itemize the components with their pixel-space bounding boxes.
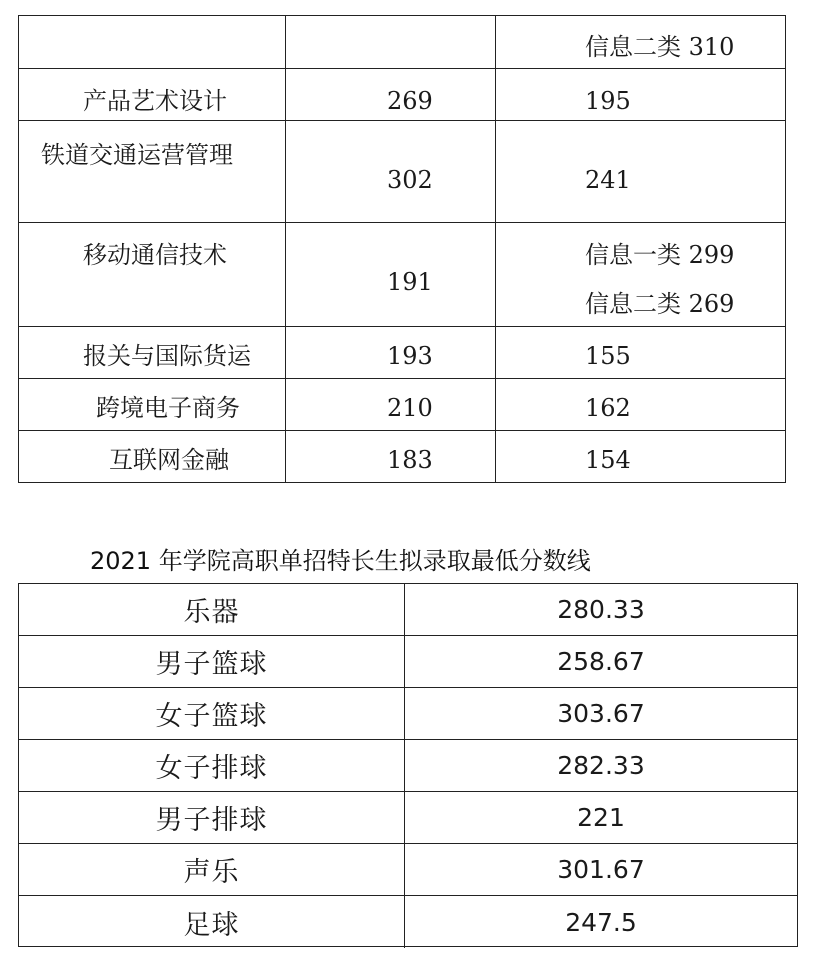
specialty-score-table	[18, 583, 798, 947]
table-row	[19, 379, 785, 431]
specialty-score: 247.5	[565, 907, 637, 937]
specialty-score: 282.33	[557, 751, 645, 780]
score-b-cell	[496, 121, 785, 222]
score-a-cell	[286, 16, 496, 68]
score-b-text: 154	[585, 446, 631, 474]
score-b-text: 信息二类 269	[585, 290, 735, 318]
score-b-text: 信息一类 299	[585, 241, 735, 269]
specialty-table-title: 2021 年学院高职单招特长生拟录取最低分数线	[90, 547, 591, 575]
major-cell	[19, 431, 286, 482]
score-a-text: 183	[387, 446, 433, 474]
specialty-item: 男子篮球	[19, 636, 405, 687]
table-row	[19, 584, 797, 636]
major-cell	[19, 16, 286, 68]
specialty-item: 声乐	[19, 844, 405, 895]
score-a-cell	[286, 379, 496, 430]
table-row	[19, 740, 797, 792]
score-b-cell	[496, 223, 785, 326]
score-b-cell	[496, 327, 785, 378]
score-a-cell	[286, 327, 496, 378]
table-row	[19, 431, 785, 482]
score-a-cell	[286, 121, 496, 222]
specialty-score: 303.67	[557, 699, 645, 728]
specialty-score: 258.67	[557, 647, 645, 676]
major-name: 移动通信技术	[83, 241, 227, 269]
major-cell	[19, 327, 286, 378]
table-row	[19, 327, 785, 379]
score-b-cell	[496, 16, 785, 68]
major-name: 报关与国际货运	[83, 342, 251, 370]
specialty-score: 301.67	[557, 855, 645, 884]
table-row	[19, 121, 785, 223]
table-row	[19, 69, 785, 121]
major-name: 产品艺术设计	[83, 87, 227, 115]
score-a-text: 210	[387, 394, 433, 422]
score-b-text: 155	[585, 342, 631, 370]
major-cell	[19, 223, 286, 326]
major-name: 铁道交通运营管理	[41, 141, 233, 169]
table-row	[19, 688, 797, 740]
table-row	[19, 16, 785, 69]
table-row	[19, 844, 797, 896]
score-a-text: 302	[387, 166, 433, 194]
table-row	[19, 792, 797, 844]
score-a-text: 193	[387, 342, 433, 370]
score-a-text: 191	[387, 268, 433, 296]
specialty-item: 女子篮球	[19, 688, 405, 739]
score-b-cell	[496, 379, 785, 430]
score-b-text: 信息二类 310	[585, 33, 735, 61]
score-a-cell	[286, 69, 496, 120]
major-cell	[19, 69, 286, 120]
score-b-text: 241	[585, 166, 631, 194]
major-name: 跨境电子商务	[96, 394, 240, 422]
major-cell	[19, 121, 286, 222]
specialty-score: 221	[577, 803, 625, 832]
score-a-cell	[286, 223, 496, 326]
score-b-text: 162	[585, 394, 631, 422]
score-b-cell	[496, 69, 785, 120]
major-name: 互联网金融	[109, 446, 229, 474]
major-cell	[19, 379, 286, 430]
score-b-cell	[496, 431, 785, 482]
specialty-item: 足球	[19, 896, 405, 948]
specialty-item: 乐器	[19, 584, 405, 635]
table-row	[19, 636, 797, 688]
score-a-cell	[286, 431, 496, 482]
specialty-score: 280.33	[557, 595, 645, 624]
specialty-item: 男子排球	[19, 792, 405, 843]
majors-score-table	[18, 15, 786, 483]
table-row	[19, 223, 785, 327]
score-a-text: 269	[387, 87, 433, 115]
score-b-text: 195	[585, 87, 631, 115]
specialty-item: 女子排球	[19, 740, 405, 791]
table-row	[19, 896, 797, 948]
